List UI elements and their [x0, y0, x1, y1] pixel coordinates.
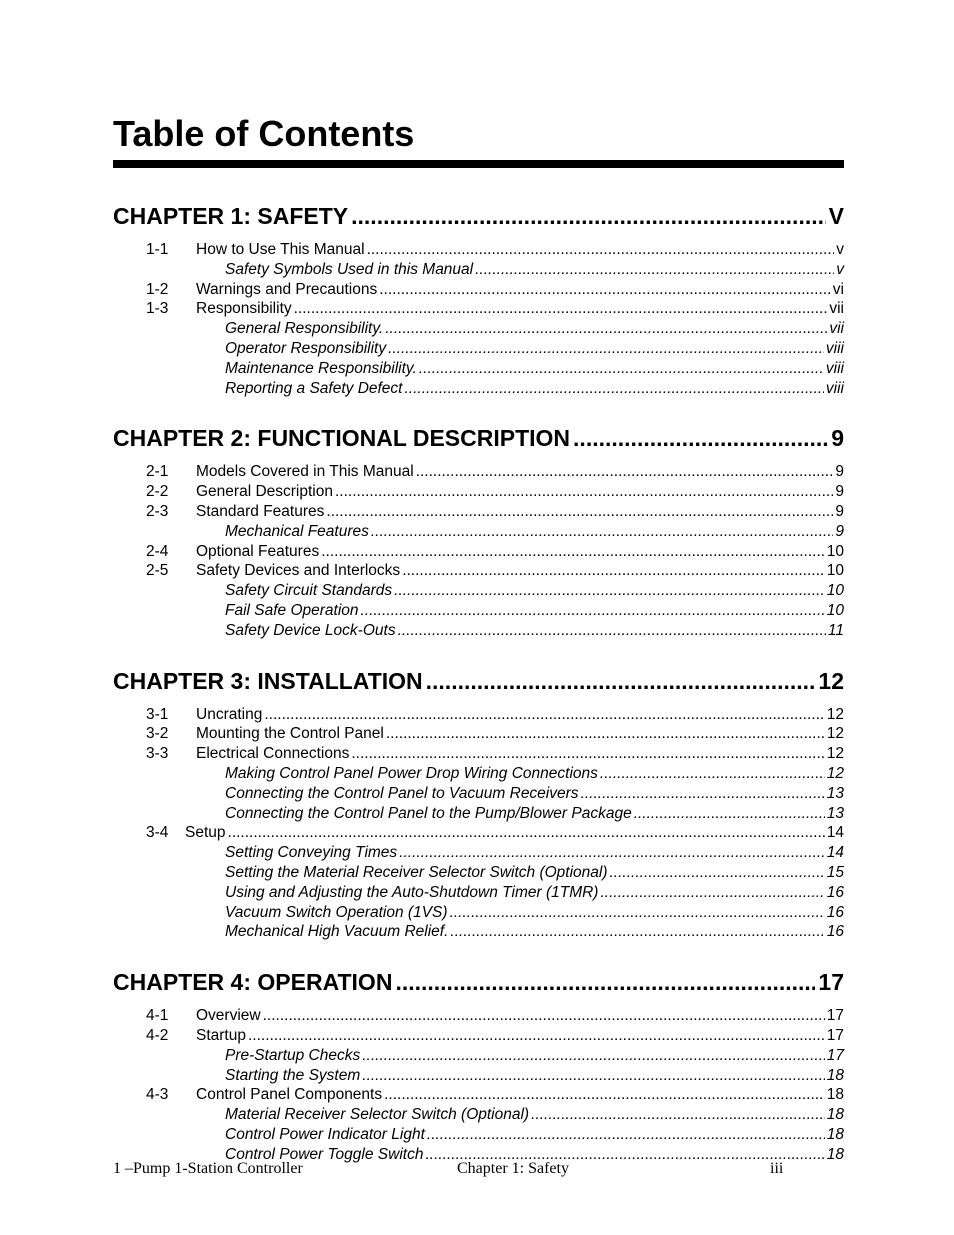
- section-title: Mechanical Features: [225, 522, 369, 540]
- section-title: Overview: [196, 1007, 261, 1025]
- section-title: General Description: [196, 483, 333, 501]
- dot-leader: [264, 705, 824, 725]
- dot-leader: [362, 1066, 824, 1086]
- chapter-title: CHAPTER 1: SAFETY: [113, 203, 349, 229]
- chapter-entries: [113, 240, 844, 398]
- section-title: Connecting the Control Panel to Vacuum Receivers: [225, 784, 579, 802]
- section-page-number: 10: [826, 542, 844, 560]
- section-title: Setting the Material Receiver Selector Switch (Optional): [225, 863, 608, 881]
- dot-leader: [573, 424, 828, 452]
- section-page-number: 18: [826, 1145, 844, 1163]
- toc-page: [113, 112, 844, 1164]
- toc-entry[interactable]: [113, 280, 844, 300]
- section-page-number: 18: [826, 1086, 844, 1104]
- section-title: Safety Device Lock-Outs: [225, 621, 396, 639]
- section-title: Models Covered in This Manual: [196, 463, 414, 481]
- section-title: Uncrating: [196, 705, 263, 723]
- chapter-heading[interactable]: [113, 968, 844, 996]
- section-page-number: 16: [826, 923, 844, 941]
- footer-page-number: iii: [770, 1160, 784, 1177]
- chapter-page-number: 12: [818, 667, 844, 694]
- section-number: 2-5: [146, 562, 169, 580]
- chapter-page-number: V: [828, 203, 844, 229]
- section-page-number: vii: [829, 300, 844, 318]
- section-page-number: 12: [826, 705, 844, 723]
- dot-leader: [416, 462, 834, 482]
- toc-entry[interactable]: [113, 724, 844, 744]
- section-title: Control Panel Components: [196, 1086, 383, 1104]
- dot-leader: [294, 299, 828, 319]
- section-page-number: 16: [826, 883, 844, 901]
- section-page-number: 11: [827, 621, 844, 639]
- toc-subentry[interactable]: [113, 621, 844, 641]
- toc-entry[interactable]: [113, 823, 844, 843]
- section-page-number: v: [836, 241, 844, 258]
- section-page-number: vii: [829, 320, 844, 338]
- section-title: How to Use This Manual: [196, 241, 365, 258]
- dot-leader: [450, 903, 825, 923]
- title-rule: [113, 160, 844, 168]
- section-page-number: 17: [826, 1007, 844, 1025]
- toc-subentry[interactable]: [113, 522, 844, 542]
- dot-leader: [361, 601, 825, 621]
- chapter-entries: [113, 705, 844, 943]
- section-title: Operator Responsibility: [225, 339, 387, 357]
- section-number: 2-3: [146, 502, 169, 520]
- dot-leader: [395, 968, 815, 996]
- footer-document-name: 1 –Pump 1-Station Controller: [113, 1160, 303, 1177]
- toc-entry[interactable]: [113, 561, 844, 581]
- section-number: 2-4: [146, 542, 169, 560]
- toc-entry[interactable]: [113, 299, 844, 319]
- toc-subentry[interactable]: [113, 784, 844, 804]
- section-number: 4-1: [146, 1007, 169, 1025]
- footer-chapter: Chapter 1: Safety: [457, 1160, 569, 1177]
- toc-entry[interactable]: [113, 462, 844, 482]
- toc-subentry[interactable]: [113, 260, 844, 280]
- toc-subentry[interactable]: [113, 1046, 844, 1066]
- dot-leader: [351, 202, 826, 230]
- dot-leader: [600, 764, 825, 784]
- section-title: Control Power Toggle Switch: [225, 1145, 424, 1163]
- toc-entry[interactable]: [113, 705, 844, 725]
- dot-leader: [335, 482, 833, 502]
- section-number: 1-2: [146, 280, 169, 298]
- section-title: Safety Devices and Interlocks: [196, 562, 401, 580]
- section-page-number: 17: [826, 1046, 844, 1064]
- section-title: Optional Features: [196, 542, 320, 560]
- toc-subentry[interactable]: [113, 903, 844, 923]
- dot-leader: [475, 260, 834, 280]
- chapter-heading[interactable]: [113, 667, 844, 695]
- page-title: Table of Contents: [113, 113, 415, 154]
- toc-subentry[interactable]: [113, 1105, 844, 1125]
- section-title: Material Receiver Selector Switch (Optional): [225, 1106, 530, 1124]
- dot-leader: [531, 1105, 825, 1125]
- dot-leader: [362, 1046, 825, 1066]
- dot-leader: [402, 561, 825, 581]
- section-page-number: 9: [835, 483, 844, 501]
- dot-leader: [398, 621, 826, 641]
- toc-entry[interactable]: [113, 542, 844, 562]
- section-page-number: 17: [826, 1026, 844, 1044]
- section-title: Using and Adjusting the Auto-Shutdown Timer (1TMR): [225, 883, 599, 901]
- chapter-entries: [113, 462, 844, 640]
- section-page-number: 10: [826, 582, 844, 600]
- toc-body: [113, 202, 844, 1164]
- section-title: Electrical Connections: [196, 745, 350, 763]
- toc-entry[interactable]: [113, 240, 844, 260]
- chapter-entries: [113, 1006, 844, 1164]
- dot-leader: [427, 1125, 825, 1145]
- dot-leader: [379, 280, 831, 300]
- section-title: Starting the System: [225, 1066, 361, 1084]
- section-number: 3-4: [146, 824, 169, 842]
- dot-leader: [405, 379, 824, 399]
- toc-subentry[interactable]: [113, 339, 844, 359]
- section-number: 2-2: [146, 483, 169, 501]
- toc-subentry[interactable]: [113, 843, 844, 863]
- section-title: Vacuum Switch Operation (1VS): [225, 903, 448, 921]
- section-page-number: vi: [832, 280, 844, 298]
- section-page-number: viii: [825, 379, 844, 397]
- section-title: Safety Symbols Used in this Manual: [225, 260, 474, 278]
- toc-subentry[interactable]: [113, 379, 844, 399]
- dot-leader: [399, 843, 825, 863]
- dot-leader: [386, 724, 825, 744]
- dot-leader: [419, 359, 824, 379]
- section-number: 3-3: [146, 745, 169, 763]
- section-title: Mechanical High Vacuum Relief.: [225, 923, 449, 941]
- section-number: 1-1: [146, 241, 169, 258]
- section-page-number: 14: [826, 824, 844, 842]
- section-page-number: viii: [825, 339, 844, 357]
- section-title: Maintenance Responsibility.: [225, 359, 417, 377]
- toc-entry[interactable]: [113, 1026, 844, 1046]
- dot-leader: [610, 863, 825, 883]
- section-page-number: 18: [826, 1066, 844, 1084]
- toc-entry[interactable]: [113, 502, 844, 522]
- section-page-number: 12: [826, 745, 844, 763]
- dot-leader: [263, 1006, 825, 1026]
- chapter-page-number: 9: [831, 425, 844, 452]
- dot-leader: [426, 667, 816, 695]
- section-title: Responsibility: [196, 300, 292, 318]
- section-page-number: 12: [826, 764, 844, 782]
- section-page-number: 9: [835, 502, 844, 520]
- toc-subentry[interactable]: [113, 922, 844, 942]
- dot-leader: [581, 784, 825, 804]
- dot-leader: [385, 319, 827, 339]
- section-page-number: 12: [826, 725, 844, 743]
- toc-entry[interactable]: [113, 744, 844, 764]
- section-title: Setting Conveying Times: [225, 844, 398, 862]
- section-page-number: 10: [826, 562, 844, 580]
- toc-entry[interactable]: [113, 482, 844, 502]
- toc-subentry[interactable]: [113, 581, 844, 601]
- dot-leader: [228, 823, 825, 843]
- section-title: Standard Features: [196, 502, 325, 520]
- chapter-heading[interactable]: [113, 202, 844, 230]
- toc-subentry[interactable]: [113, 804, 844, 824]
- section-page-number: 9: [835, 522, 844, 540]
- section-number: 1-3: [146, 300, 169, 318]
- section-page-number: 14: [826, 844, 844, 862]
- section-title: Fail Safe Operation: [225, 601, 359, 619]
- section-title: Control Power Indicator Light: [225, 1125, 425, 1143]
- toc-subentry[interactable]: [113, 764, 844, 784]
- dot-leader: [388, 339, 824, 359]
- dot-leader: [351, 744, 824, 764]
- section-page-number: 13: [826, 784, 844, 802]
- toc-subentry[interactable]: [113, 319, 844, 339]
- toc-entry[interactable]: [113, 1085, 844, 1105]
- chapter-title: CHAPTER 2: FUNCTIONAL DESCRIPTION: [113, 425, 571, 452]
- section-page-number: 13: [826, 804, 844, 822]
- section-title: General Responsibility.: [225, 320, 384, 338]
- section-title: Mounting the Control Panel: [196, 725, 384, 743]
- toc-subentry[interactable]: [113, 359, 844, 379]
- section-title: Reporting a Safety Defect: [225, 379, 403, 397]
- section-page-number: 16: [826, 903, 844, 921]
- toc-subentry[interactable]: [113, 1066, 844, 1086]
- section-page-number: v: [836, 260, 844, 278]
- section-title: Connecting the Control Panel to the Pump/Blower Package: [225, 804, 632, 822]
- section-number: 4-3: [146, 1086, 169, 1104]
- section-title: Making Control Panel Power Drop Wiring Connections: [225, 764, 598, 782]
- section-page-number: 18: [826, 1106, 844, 1124]
- section-page-number: 18: [826, 1125, 844, 1143]
- section-number: 3-1: [146, 705, 169, 723]
- toc-subentry[interactable]: [113, 863, 844, 883]
- dot-leader: [248, 1026, 825, 1046]
- dot-leader: [326, 502, 833, 522]
- dot-leader: [321, 542, 825, 562]
- toc-subentry[interactable]: [113, 1125, 844, 1145]
- section-page-number: 10: [826, 601, 844, 619]
- section-page-number: 15: [826, 863, 844, 881]
- dot-leader: [450, 922, 824, 942]
- dot-leader: [634, 804, 825, 824]
- chapter-title: CHAPTER 4: OPERATION: [113, 969, 393, 996]
- chapter-title: CHAPTER 3: INSTALLATION: [113, 667, 423, 694]
- section-title: Startup: [196, 1026, 246, 1044]
- dot-leader: [600, 883, 824, 903]
- dot-leader: [384, 1085, 825, 1105]
- section-title: Setup: [185, 824, 226, 842]
- toc-subentry[interactable]: [113, 883, 844, 903]
- toc-subentry[interactable]: [113, 601, 844, 621]
- section-number: 3-2: [146, 725, 169, 743]
- toc-entry[interactable]: [113, 1006, 844, 1026]
- section-page-number: 9: [835, 463, 844, 481]
- section-title: Pre-Startup Checks: [225, 1046, 361, 1064]
- section-title: Safety Circuit Standards: [225, 582, 393, 600]
- section-number: 4-2: [146, 1026, 169, 1044]
- chapter-page-number: 17: [818, 969, 844, 996]
- dot-leader: [367, 240, 835, 260]
- section-number: 2-1: [146, 463, 169, 481]
- section-page-number: viii: [825, 359, 844, 377]
- chapter-heading[interactable]: [113, 424, 844, 452]
- dot-leader: [394, 581, 825, 601]
- section-title: Warnings and Precautions: [196, 280, 378, 298]
- dot-leader: [371, 522, 834, 542]
